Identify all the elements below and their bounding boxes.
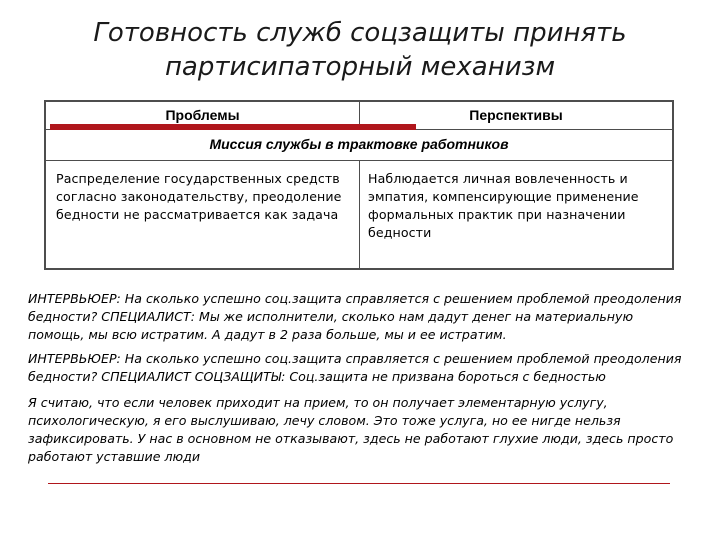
quote-3: Я считаю, что если человек приходит на прием, то он получает элементарную услугу, психологическую, я его выслушиваю, лечу словом. Это тоже услуга, но ее нигде нельзя зафиксировать. У нас в основном не отказывают, здесь не работают глухие люди, здесь просто работают уставшие люди [28,395,674,464]
prospects-cell: Наблюдается личная вовлеченность и эмпатия, компенсирующие применение формальных практик при назначении бедности [368,171,639,240]
interview-quotes [28,290,692,472]
header-problems: Проблемы [165,107,240,123]
slide-title-line-1: Готовность служб соцзащиты принять [93,18,627,48]
problems-cell: Распределение государственных средств согласно законодательству, преодоление бедности не рассматривается как задача [56,171,342,222]
header-prospects: Перспективы [469,107,563,123]
slide-title-line-2: партисипаторный механизм [164,52,556,82]
mission-row: Миссия службы в трактовке работников [209,136,509,152]
quote-1: ИНТЕРВЬЮЕР: На сколько успешно соц.защита справляется с решением проблемой преодоления бедности? СПЕЦИАЛИСТ: Мы же исполнители, сколько нам дадут денег на материальную помощь, мы всю истратим. А дадут в 2 раза больше, мы и ее истратим. [28,291,682,342]
quote-2: ИНТЕРВЬЮЕР: На сколько успешно соц.защита справляется с решением проблемой преодоления бедности? СПЕЦИАЛИСТ СОЦЗАЩИТЫ: Соц.защита не призвана бороться с бедностью [28,351,682,384]
problems-prospects-table [44,100,674,270]
column-divider-bottom [359,161,360,268]
bottom-divider [48,483,670,484]
slide-title [40,16,680,84]
